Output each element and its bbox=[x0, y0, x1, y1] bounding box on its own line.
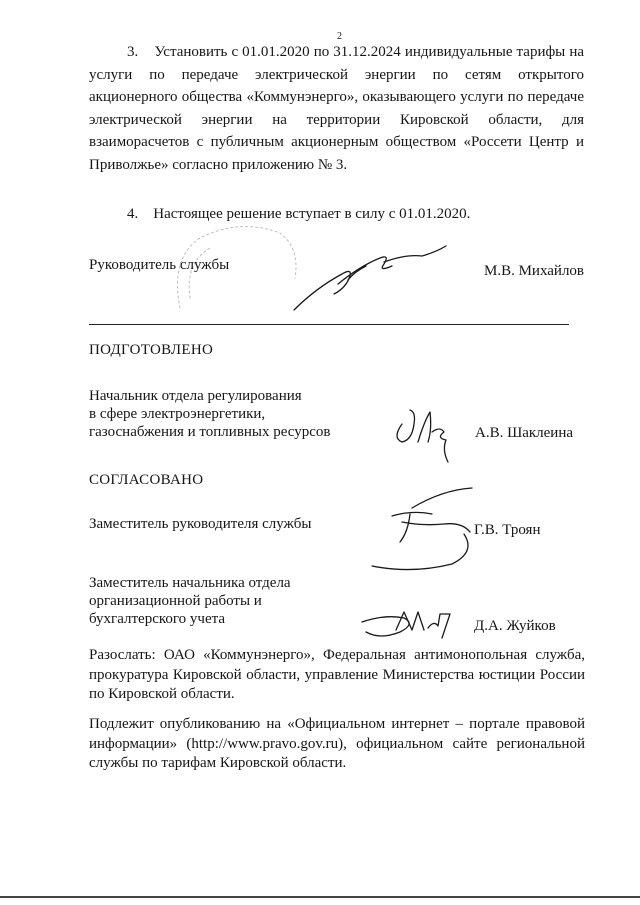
position-line: газоснабжения и топливных ресурсов bbox=[89, 424, 331, 440]
publication-note: Подлежит опубликованию на «Официальном интернет – портале правовой информации» (http://www.pravo.gov.ru), официальном сайте региональной службы по тарифам Кировской области. bbox=[89, 716, 585, 771]
head-signature bbox=[288, 244, 448, 316]
prepared-position bbox=[89, 387, 331, 441]
agreed-signer-1-signature bbox=[352, 482, 482, 578]
position-line: Заместитель руководителя службы bbox=[89, 516, 312, 532]
item-number: 3. bbox=[127, 44, 139, 60]
prepared-heading: ПОДГОТОВЛЕНО bbox=[89, 342, 214, 358]
agreed-signer-1-name: Г.В. Троян bbox=[474, 522, 541, 538]
bottom-border bbox=[0, 896, 640, 898]
item-text: Установить с 01.01.2020 по 31.12.2024 индивидуальные тарифы на услуги по передаче электрической энергии по сетям открытого акционерного общества «Коммунэнерго», оказывающего услуги по передаче электрической энергии на территории Кировской области, для взаиморасчетов с публичным акционерным обществом «Россети Центр и Приволжье» согласно приложению № 3. bbox=[89, 44, 585, 173]
head-position: Руководитель службы bbox=[89, 257, 230, 273]
prepared-name: А.В. Шаклеина bbox=[475, 425, 574, 441]
agreed-signer-1-position bbox=[89, 515, 311, 533]
position-line: организационной работы и bbox=[89, 593, 262, 609]
separator-line bbox=[89, 324, 569, 325]
agreed-signer-2-signature bbox=[356, 600, 466, 646]
head-name: М.В. Михайлов bbox=[484, 263, 585, 279]
agreed-signer-2-position bbox=[89, 574, 291, 628]
page-number: 2 bbox=[337, 31, 342, 42]
prepared-signature bbox=[384, 402, 464, 466]
item-number: 4. bbox=[127, 206, 139, 222]
position-line: бухгалтерского учета bbox=[89, 611, 226, 627]
position-line: в сфере электроэнергетики, bbox=[89, 406, 266, 422]
distribution-list: Разослать: ОАО «Коммунэнерго», Федеральная антимонопольная служба, прокуратура Кировской области, управление Министерства юстиции России по Кировской области. bbox=[89, 647, 585, 702]
decision-item-3 bbox=[89, 41, 584, 176]
position-line: Начальник отдела регулирования bbox=[89, 388, 302, 404]
item-text: Настоящее решение вступает в силу с 01.01.2020. bbox=[153, 206, 471, 222]
agreed-signer-2-name: Д.А. Жуйков bbox=[474, 618, 556, 634]
agreed-heading: СОГЛАСОВАНО bbox=[89, 472, 204, 488]
position-line: Заместитель начальника отдела bbox=[89, 575, 291, 591]
